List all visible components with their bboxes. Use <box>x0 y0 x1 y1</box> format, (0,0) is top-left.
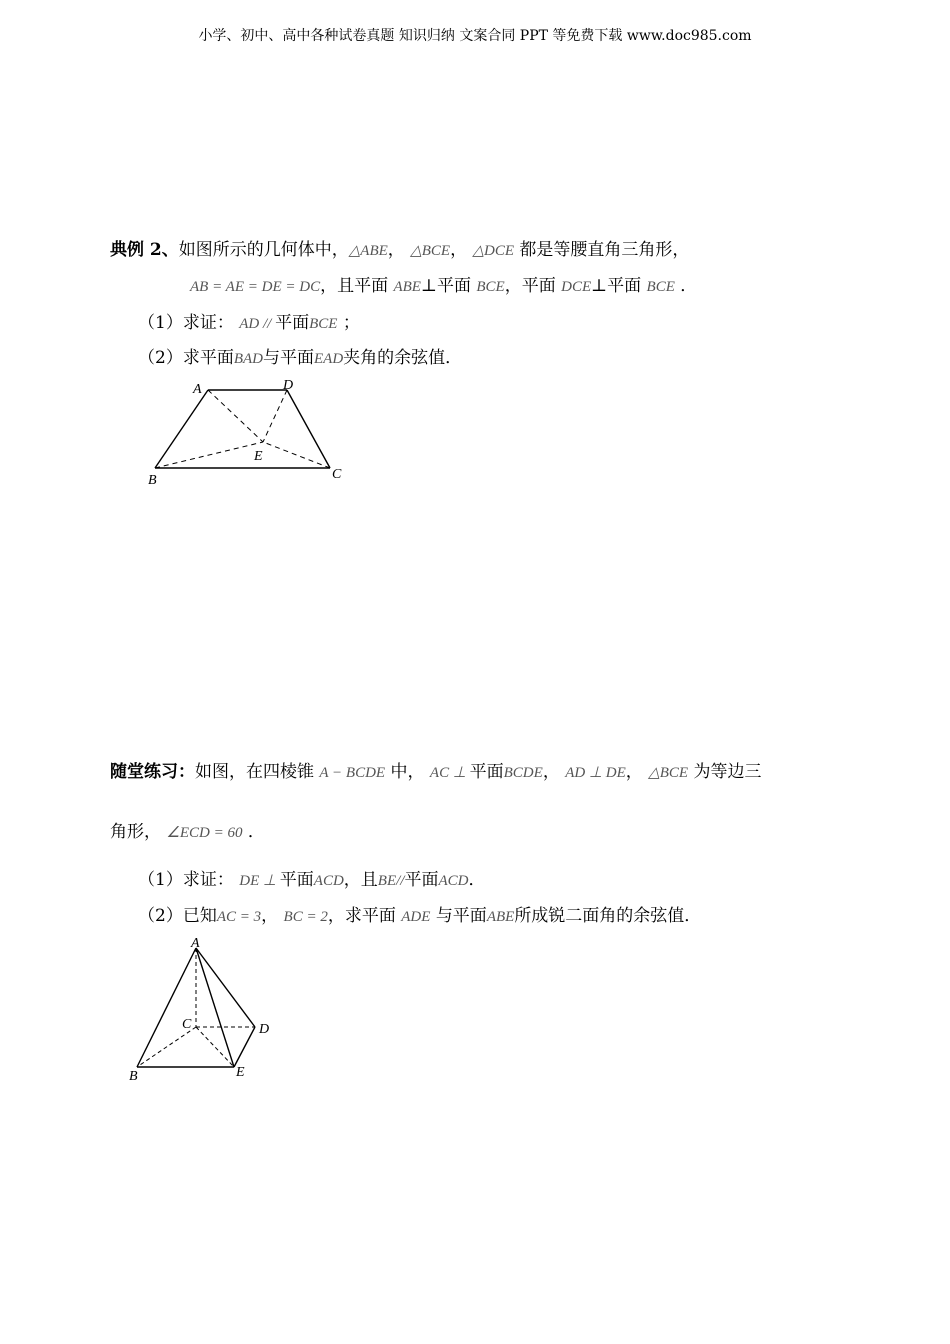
period: ． <box>468 870 486 890</box>
tri-bce: △BCE <box>410 243 451 259</box>
text: 为等边三 <box>693 762 762 782</box>
ac-perp: AC ⊥ <box>429 765 470 781</box>
edge-ae <box>196 948 234 1067</box>
example2-label: 典例 2、 <box>110 240 179 260</box>
period: ． <box>680 276 698 296</box>
text: ，求平面 <box>327 906 396 926</box>
ac-value: AC = 3 <box>216 909 262 925</box>
label-e: E <box>236 1065 245 1080</box>
sep: ， <box>625 762 643 782</box>
q1-number: （1）求证： <box>138 313 234 333</box>
text: 夹角的余弦值． <box>343 348 463 368</box>
q1-expr: AD // <box>239 316 276 332</box>
plane-bce: BCE <box>476 279 505 295</box>
plane-dce: DCE <box>561 279 592 295</box>
plane-bad: BAD <box>233 351 263 367</box>
page-header: 小学、初中、高中各种试卷真题 知识归纳 文案合同 PPT 等免费下载 www.doc985.com <box>198 28 752 44</box>
text: ⊥平面 <box>420 276 471 296</box>
q2-number: （2）求平面 <box>138 348 234 368</box>
edge-ed <box>234 1027 255 1067</box>
text: 角形， <box>110 822 161 842</box>
edge-cb <box>137 1027 196 1067</box>
period: ． <box>247 822 265 842</box>
text: ； <box>342 313 360 333</box>
text: ，平面 <box>504 276 556 296</box>
de-perp: DE ⊥ <box>239 873 280 889</box>
plane-abe: ABE <box>393 279 421 295</box>
label-d: D <box>283 378 294 393</box>
label-c: C <box>332 467 342 482</box>
text: ，且 <box>343 870 378 890</box>
text: 平面 <box>404 870 439 890</box>
be-parallel: BE// <box>377 873 405 889</box>
label-c: C <box>182 1017 192 1032</box>
text: ⊥平面 <box>591 276 642 296</box>
example2-tail: 都是等腰直角三角形， <box>519 240 690 260</box>
label-d: D <box>259 1022 270 1037</box>
text: 所成锐二面角的余弦值． <box>514 906 702 926</box>
label-a: A <box>193 382 202 397</box>
q1-number: （1）求证： <box>138 870 234 890</box>
sep: ， <box>261 906 279 926</box>
plane-bce-2: BCE <box>646 279 675 295</box>
text: 与平面 <box>435 906 487 926</box>
q2-number: （2）已知 <box>138 906 217 926</box>
bc-value: BC = 2 <box>283 909 328 925</box>
label-e: E <box>254 449 263 464</box>
text: 中， <box>390 762 425 782</box>
text: 平面 <box>279 870 314 890</box>
plane-ade: ADE <box>401 909 431 925</box>
edge-ab <box>137 948 196 1067</box>
text: 与平面 <box>263 348 314 368</box>
plane-ead: EAD <box>314 351 344 367</box>
plane-bce-3: BCE <box>309 316 338 332</box>
equal-lengths: AB = AE = DE = DC <box>190 279 321 295</box>
sep: ， <box>450 240 468 260</box>
text: ，且平面 <box>320 276 389 296</box>
sep: ， <box>387 240 405 260</box>
ad-perp-de: AD ⊥ DE <box>565 765 626 781</box>
tri-abe: △ABE <box>348 243 388 259</box>
practice-label: 随堂练习： <box>110 762 195 782</box>
angle-ecd: ∠ECD = 60 <box>166 825 243 841</box>
tri-bce: △BCE <box>648 765 689 781</box>
example2-intro: 如图所示的几何体中， <box>178 240 349 260</box>
label-b: B <box>148 473 157 488</box>
sep: ， <box>542 762 560 782</box>
edge-ad <box>196 948 255 1027</box>
label-b: B <box>129 1069 138 1084</box>
text: 平面 <box>275 313 310 333</box>
text: 如图，在四棱锥 <box>195 762 314 782</box>
plane-acd: ACD <box>313 873 344 889</box>
plane-abe: ABE <box>486 909 515 925</box>
plane-acd-2: ACD <box>438 873 469 889</box>
text: 平面 <box>469 762 504 782</box>
plane-bcde: BCDE <box>503 765 543 781</box>
label-a: A <box>191 936 200 951</box>
tri-dce: △DCE <box>472 243 515 259</box>
pyramid-name: A − BCDE <box>319 765 386 781</box>
